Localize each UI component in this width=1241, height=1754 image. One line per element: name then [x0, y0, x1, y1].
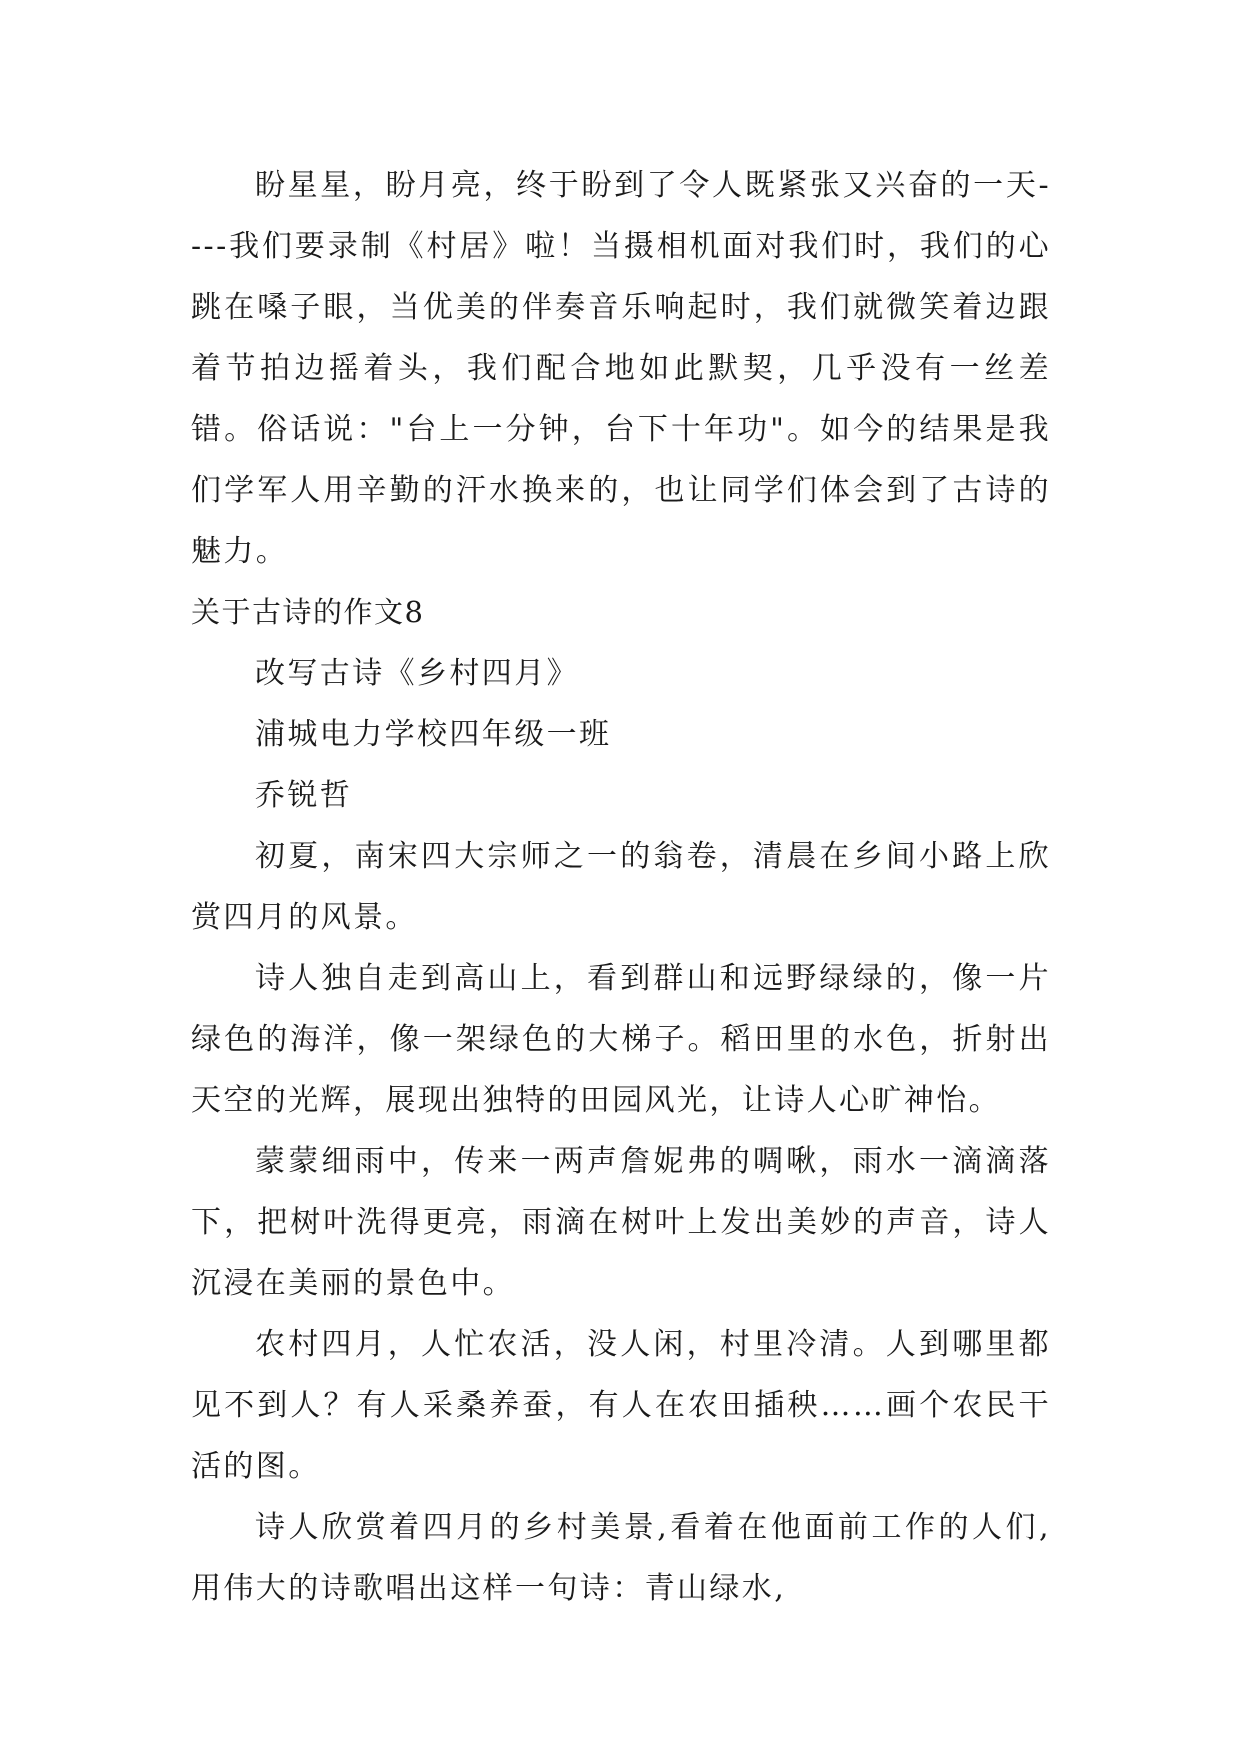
section-heading: 关于古诗的作文8 — [191, 595, 425, 629]
author-name: 乔锐哲 — [255, 778, 353, 813]
paragraph-intro: 盼星星，盼月亮，终于盼到了令人既紧张又兴奋的一天----我们要录制《村居》啦！当摄相机面对我们时，我们的心跳在嗓子眼，当优美的伴奏音乐响起时，我们就微笑着边跟着节拍边摇着头，我们配合地如此默契，几乎没有一丝差错。俗话说："台上一分钟，台下十年功"。如今的结果是我们学军人用辛勤的汗水换来的，也让同学们体会到了古诗的魅力。 — [191, 168, 1051, 569]
paragraph: 诗人欣赏着四月的乡村美景,看着在他面前工作的人们,用伟大的诗歌唱出这样一句诗：青山绿水, — [191, 1510, 1051, 1606]
document-body — [191, 155, 1051, 1619]
school-class: 浦城电力学校四年级一班 — [255, 717, 612, 752]
essay-title: 改写古诗《乡村四月》 — [255, 656, 579, 691]
paragraph: 蒙蒙细雨中，传来一两声詹妮弗的啁啾，雨水一滴滴落下，把树叶洗得更亮，雨滴在树叶上发出美妙的声音，诗人沉浸在美丽的景色中。 — [191, 1144, 1051, 1301]
paragraph: 初夏，南宋四大宗师之一的翁卷，清晨在乡间小路上欣赏四月的风景。 — [191, 839, 1051, 935]
paragraph: 农村四月，人忙农活，没人闲，村里冷清。人到哪里都见不到人？有人采桑养蚕，有人在农田插秧……画个农民干活的图。 — [191, 1327, 1051, 1484]
paragraph: 诗人独自走到高山上，看到群山和远野绿绿的，像一片绿色的海洋，像一架绿色的大梯子。稻田里的水色，折射出天空的光辉，展现出独特的田园风光，让诗人心旷神怡。 — [191, 961, 1051, 1118]
